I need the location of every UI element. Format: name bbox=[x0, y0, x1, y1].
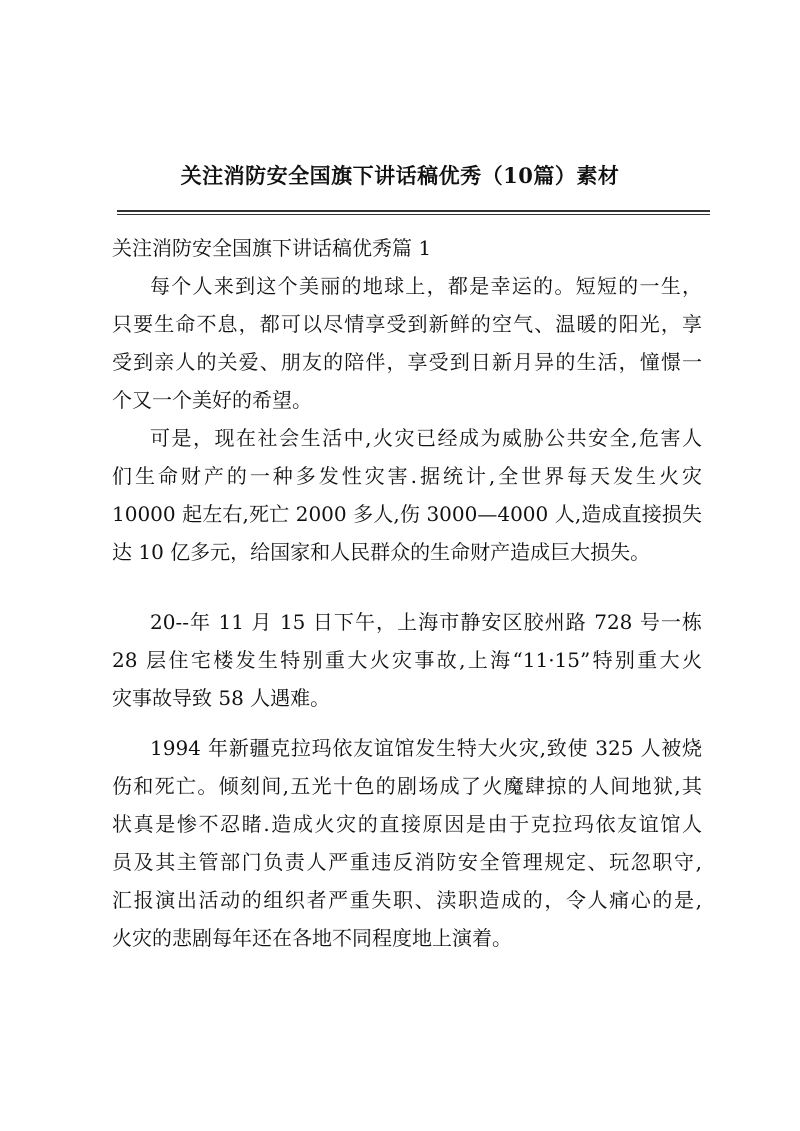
paragraph-1-line-2: 只要生命不息，都可以尽情享受到新鲜的空气、温暖的阳光，享 bbox=[112, 312, 702, 336]
paragraph-2-line-3: 10000 起左右,死亡 2000 多人,伤 3000—4000 人,造成直接损失 bbox=[112, 502, 702, 526]
paragraph-3-line-2: 28 层住宅楼发生特别重大火灾事故,上海“11·15”特别重大火 bbox=[112, 648, 702, 672]
paragraph-4-line-2: 伤和死亡。倾刻间,五光十色的剧场成了火魔肆掠的人间地狱,其 bbox=[112, 774, 702, 798]
title-divider-thin bbox=[117, 214, 710, 215]
paragraph-4-line-6: 火灾的悲剧每年还在各地不同程度地上演着。 bbox=[112, 926, 512, 950]
paragraph-1-line-4: 个又一个美好的希望。 bbox=[112, 388, 312, 412]
paragraph-2-line-1: 可是，现在社会生活中,火灾已经成为威胁公共安全,危害人 bbox=[150, 426, 702, 450]
paragraph-3-line-3: 灾事故导致 58 人遇难。 bbox=[112, 686, 331, 710]
paragraph-4-line-4: 员及其主管部门负责人严重违反消防安全管理规定、玩忽职守, bbox=[112, 850, 702, 874]
paragraph-2-line-2: 们生命财产的一种多发性灾害.据统计,全世界每天发生火灾 bbox=[112, 464, 702, 488]
paragraph-4-line-5: 汇报演出活动的组织者严重失职、渎职造成的，令人痛心的是, bbox=[112, 888, 702, 912]
paragraph-4-line-3: 状真是惨不忍睹.造成火灾的直接原因是由于克拉玛依友谊馆人 bbox=[112, 812, 702, 836]
paragraph-2-line-4: 达 10 亿多元，给国家和人民群众的生命财产造成巨大损失。 bbox=[112, 540, 651, 564]
paragraph-3-line-1: 20--年 11 月 15 日下午，上海市静安区胶州路 728 号一栋 bbox=[150, 610, 702, 634]
document-title: 关注消防安全国旗下讲话稿优秀（10篇）素材 bbox=[180, 163, 620, 188]
section-heading: 关注消防安全国旗下讲话稿优秀篇 1 bbox=[112, 236, 432, 260]
paragraph-1-line-3: 受到亲人的关爱、朋友的陪伴，享受到日新月异的生活，憧憬一 bbox=[112, 350, 702, 374]
title-divider bbox=[117, 210, 710, 212]
paragraph-4-line-1: 1994 年新疆克拉玛依友谊馆发生特大火灾,致使 325 人被烧 bbox=[150, 736, 702, 760]
paragraph-1-line-1: 每个人来到这个美丽的地球上，都是幸运的。短短的一生， bbox=[150, 274, 702, 298]
